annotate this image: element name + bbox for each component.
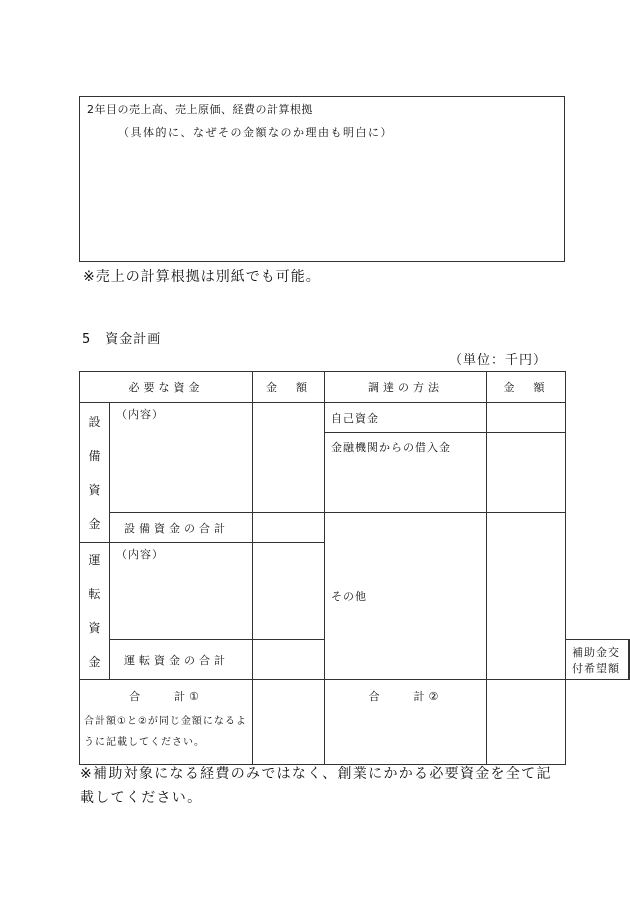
subsidy-label: 補助金交付希望額 [566,640,629,680]
calculation-basis-title: 2年目の売上高、売上原価、経費の計算根拠 [87,103,313,116]
total2-label: 合 計② [368,690,443,703]
calculation-basis-box[interactable] [79,96,565,262]
calculation-basis-instruction: （具体的に、なぜその金額なのか理由も明白に） [118,126,393,139]
header-funding-method: 調達の方法 [325,372,487,403]
own-funds-label: 自己資金 [325,403,487,433]
operating-total-label: 運転資金の合計 [110,640,253,680]
subsidy-amount[interactable] [629,640,630,680]
total1-cell [80,680,253,765]
total1-label: 合 計① [129,690,203,703]
total2-amount[interactable] [487,680,566,765]
equipment-total-label: 設備資金の合計 [110,513,253,543]
equipment-amount-cell[interactable] [253,403,325,513]
equipment-content-label: （内容） [116,408,164,421]
own-funds-amount[interactable] [487,403,566,433]
sales-basis-note: ※売上の計算根拠は別紙でも可能。 [83,269,321,285]
header-amount-left: 金 額 [253,372,325,403]
bank-loan-amount[interactable] [487,433,566,513]
total1-amount[interactable] [253,680,325,765]
total-instruction: 合計額①と②が同じ金額になるように記載してください。 [84,716,247,748]
equipment-content-cell[interactable] [110,403,253,513]
operating-content-label: （内容） [116,548,164,561]
header-required-funds: 必要な資金 [80,372,253,403]
operating-amount-cell[interactable] [253,543,325,640]
other-label: その他 [325,513,487,680]
operating-total-amount[interactable] [253,640,325,680]
other-amount[interactable] [487,513,566,680]
operating-funds-label: 運 転 資 金 [80,543,110,680]
bank-loan-label: 金融機関からの借入金 [325,433,487,513]
required-funds-note: ※補助対象になる経費のみではなく、創業にかかる必要資金を全て記載してください。 [80,766,552,806]
equipment-total-amount[interactable] [253,513,325,543]
equipment-funds-label: 設 備 資 金 [80,403,110,543]
funding-plan-table [79,371,630,765]
operating-content-cell[interactable] [110,543,253,640]
total2-cell [325,680,487,765]
unit-label: （単位：千円） [449,353,548,368]
header-amount-right: 金 額 [487,372,566,403]
section-heading: 5 資金計画 [82,332,162,347]
